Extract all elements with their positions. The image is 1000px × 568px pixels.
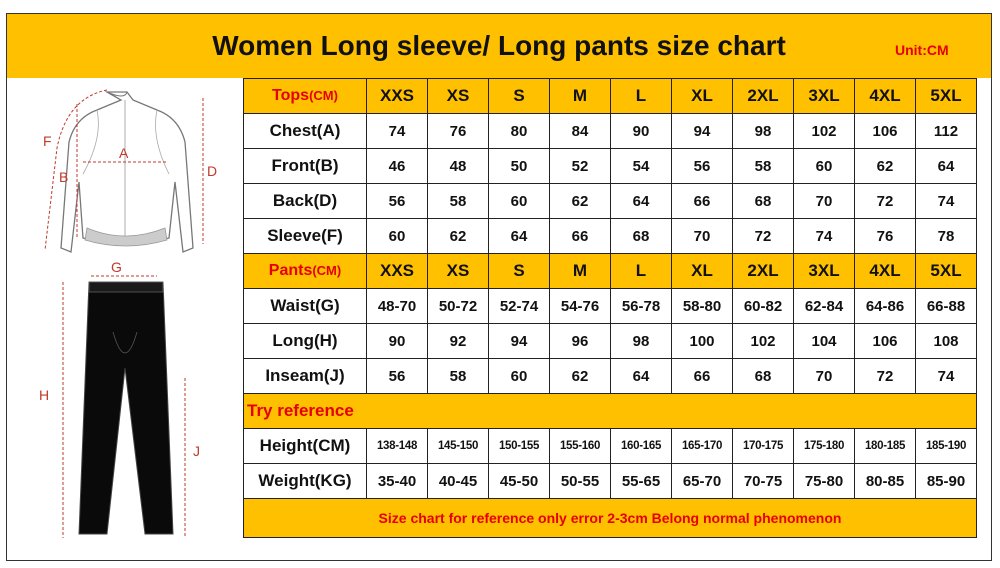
value-cell: 102 xyxy=(794,114,855,149)
label-g: G xyxy=(111,259,122,275)
value-cell: 175-180 xyxy=(794,429,855,464)
jacket-outline xyxy=(61,92,193,252)
footer-row xyxy=(244,499,977,538)
size-header-cell: XS xyxy=(428,254,489,289)
value-cell: 48 xyxy=(428,149,489,184)
value-cell: 58-80 xyxy=(672,289,733,324)
size-header-cell: S xyxy=(489,254,550,289)
value-cell: 66-88 xyxy=(916,289,977,324)
value-cell: 56 xyxy=(367,184,428,219)
value-cell: 160-165 xyxy=(611,429,672,464)
value-cell: 48-70 xyxy=(367,289,428,324)
label-h: H xyxy=(39,387,50,403)
row-label: Inseam(J) xyxy=(244,359,367,394)
try-reference-row xyxy=(244,394,977,429)
value-cell: 50 xyxy=(489,149,550,184)
value-cell: 60 xyxy=(367,219,428,254)
value-cell: 72 xyxy=(733,219,794,254)
value-cell: 70 xyxy=(794,184,855,219)
value-cell: 50-55 xyxy=(550,464,611,499)
label-d: D xyxy=(207,163,218,179)
size-header-cell: XL xyxy=(672,254,733,289)
row-label: Weight(KG) xyxy=(244,464,367,499)
value-cell: 85-90 xyxy=(916,464,977,499)
value-cell: 65-70 xyxy=(672,464,733,499)
value-cell: 94 xyxy=(489,324,550,359)
size-header-cell: 5XL xyxy=(916,79,977,114)
value-cell: 58 xyxy=(428,359,489,394)
tops-label-main: Tops xyxy=(272,87,310,104)
value-cell: 66 xyxy=(672,359,733,394)
value-cell: 80-85 xyxy=(855,464,916,499)
tops-header-row xyxy=(244,79,977,114)
value-cell: 104 xyxy=(794,324,855,359)
value-cell: 145-150 xyxy=(428,429,489,464)
value-cell: 64 xyxy=(611,359,672,394)
value-cell: 68 xyxy=(611,219,672,254)
value-cell: 60 xyxy=(489,359,550,394)
value-cell: 68 xyxy=(733,359,794,394)
pants-label-main: Pants xyxy=(268,262,313,279)
value-cell: 54 xyxy=(611,149,672,184)
value-cell: 64 xyxy=(489,219,550,254)
value-cell: 70 xyxy=(672,219,733,254)
value-cell: 74 xyxy=(916,184,977,219)
value-cell: 58 xyxy=(428,184,489,219)
value-cell: 64-86 xyxy=(855,289,916,324)
value-cell: 170-175 xyxy=(733,429,794,464)
value-cell: 76 xyxy=(855,219,916,254)
value-cell: 35-40 xyxy=(367,464,428,499)
value-cell: 112 xyxy=(916,114,977,149)
table-row xyxy=(244,149,977,184)
size-header-cell: XXS xyxy=(367,79,428,114)
value-cell: 92 xyxy=(428,324,489,359)
row-label: Back(D) xyxy=(244,184,367,219)
value-cell: 62 xyxy=(855,149,916,184)
value-cell: 40-45 xyxy=(428,464,489,499)
table-row xyxy=(244,324,977,359)
size-header-cell: M xyxy=(550,254,611,289)
garment-svg xyxy=(7,78,243,560)
value-cell: 84 xyxy=(550,114,611,149)
size-header-cell: 4XL xyxy=(855,254,916,289)
label-f: F xyxy=(43,133,52,149)
try-reference-label: Try reference xyxy=(244,394,977,429)
table-row xyxy=(244,219,977,254)
row-label: Long(H) xyxy=(244,324,367,359)
table-row xyxy=(244,429,977,464)
size-header-cell: XXS xyxy=(367,254,428,289)
title-bar xyxy=(7,14,991,78)
value-cell: 58 xyxy=(733,149,794,184)
value-cell: 56 xyxy=(367,359,428,394)
value-cell: 60 xyxy=(489,184,550,219)
value-cell: 165-170 xyxy=(672,429,733,464)
size-header-cell: L xyxy=(611,79,672,114)
value-cell: 150-155 xyxy=(489,429,550,464)
tops-label-unit: (CM) xyxy=(309,88,338,103)
value-cell: 74 xyxy=(794,219,855,254)
size-header-cell: XL xyxy=(672,79,733,114)
value-cell: 66 xyxy=(550,219,611,254)
row-label: Chest(A) xyxy=(244,114,367,149)
value-cell: 62-84 xyxy=(794,289,855,324)
size-header-cell: XS xyxy=(428,79,489,114)
value-cell: 75-80 xyxy=(794,464,855,499)
label-b: B xyxy=(59,169,69,185)
row-label: Sleeve(F) xyxy=(244,219,367,254)
size-header-cell: S xyxy=(489,79,550,114)
pants-outline xyxy=(79,282,173,534)
value-cell: 54-76 xyxy=(550,289,611,324)
footer-note: Size chart for reference only error 2-3cm Belong normal phenomenon xyxy=(244,499,977,538)
value-cell: 94 xyxy=(672,114,733,149)
value-cell: 56-78 xyxy=(611,289,672,324)
value-cell: 74 xyxy=(367,114,428,149)
value-cell: 74 xyxy=(916,359,977,394)
value-cell: 60-82 xyxy=(733,289,794,324)
value-cell: 108 xyxy=(916,324,977,359)
label-a: A xyxy=(119,145,129,161)
value-cell: 155-160 xyxy=(550,429,611,464)
value-cell: 76 xyxy=(428,114,489,149)
value-cell: 50-72 xyxy=(428,289,489,324)
table-row xyxy=(244,289,977,324)
value-cell: 55-65 xyxy=(611,464,672,499)
value-cell: 106 xyxy=(855,324,916,359)
value-cell: 72 xyxy=(855,184,916,219)
row-label: Waist(G) xyxy=(244,289,367,324)
value-cell: 70 xyxy=(794,359,855,394)
table-row xyxy=(244,114,977,149)
value-cell: 62 xyxy=(428,219,489,254)
row-label: Height(CM) xyxy=(244,429,367,464)
value-cell: 98 xyxy=(733,114,794,149)
value-cell: 72 xyxy=(855,359,916,394)
table-row xyxy=(244,184,977,219)
size-header-cell: 3XL xyxy=(794,79,855,114)
value-cell: 185-190 xyxy=(916,429,977,464)
page-title: Women Long sleeve/ Long pants size chart xyxy=(212,30,786,61)
size-header-cell: 3XL xyxy=(794,254,855,289)
value-cell: 60 xyxy=(794,149,855,184)
value-cell: 90 xyxy=(367,324,428,359)
size-header-cell: 4XL xyxy=(855,79,916,114)
value-cell: 78 xyxy=(916,219,977,254)
value-cell: 80 xyxy=(489,114,550,149)
value-cell: 70-75 xyxy=(733,464,794,499)
value-cell: 96 xyxy=(550,324,611,359)
value-cell: 45-50 xyxy=(489,464,550,499)
value-cell: 46 xyxy=(367,149,428,184)
value-cell: 64 xyxy=(611,184,672,219)
table-row xyxy=(244,464,977,499)
garment-illustration xyxy=(7,78,243,560)
value-cell: 52-74 xyxy=(489,289,550,324)
value-cell: 100 xyxy=(672,324,733,359)
value-cell: 64 xyxy=(916,149,977,184)
value-cell: 106 xyxy=(855,114,916,149)
pants-header-label xyxy=(244,254,367,289)
label-j: J xyxy=(193,443,200,459)
value-cell: 90 xyxy=(611,114,672,149)
size-header-cell: L xyxy=(611,254,672,289)
tops-header-label xyxy=(244,79,367,114)
value-cell: 66 xyxy=(672,184,733,219)
value-cell: 102 xyxy=(733,324,794,359)
table-row xyxy=(244,359,977,394)
value-cell: 180-185 xyxy=(855,429,916,464)
size-header-cell: 2XL xyxy=(733,254,794,289)
row-label: Front(B) xyxy=(244,149,367,184)
pants-label-unit: (CM) xyxy=(312,263,342,278)
value-cell: 62 xyxy=(550,359,611,394)
value-cell: 52 xyxy=(550,149,611,184)
value-cell: 138-148 xyxy=(367,429,428,464)
value-cell: 62 xyxy=(550,184,611,219)
unit-label: Unit:CM xyxy=(895,42,949,58)
size-header-cell: 5XL xyxy=(916,254,977,289)
pants-header-row xyxy=(244,254,977,289)
size-table xyxy=(243,78,977,538)
value-cell: 56 xyxy=(672,149,733,184)
size-header-cell: M xyxy=(550,79,611,114)
size-header-cell: 2XL xyxy=(733,79,794,114)
value-cell: 68 xyxy=(733,184,794,219)
value-cell: 98 xyxy=(611,324,672,359)
